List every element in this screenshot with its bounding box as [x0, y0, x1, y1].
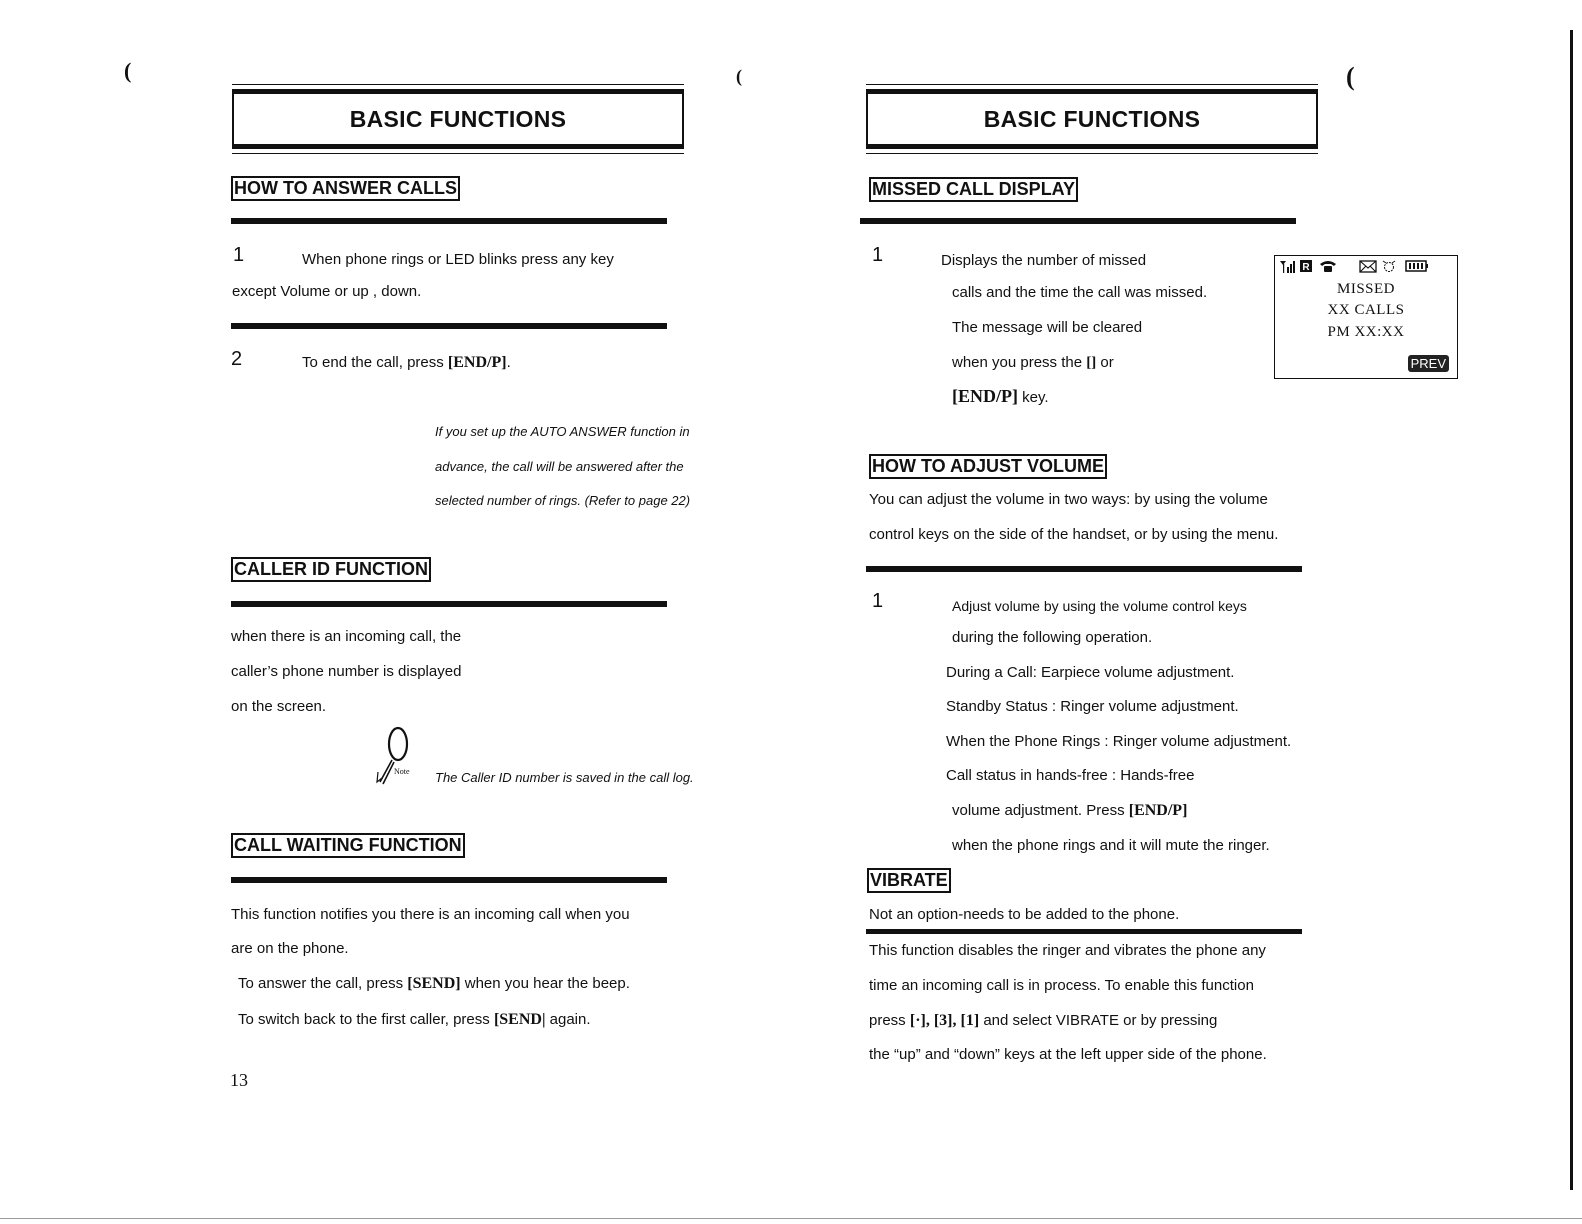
section-heading-vibrate: VIBRATE: [867, 868, 951, 893]
body-text: [869, 1012, 1217, 1030]
step-number: 2: [231, 348, 243, 370]
body-text: This function notifies you there is an incoming call when you: [231, 906, 630, 923]
step-text: During a Call: Earpiece volume adjustment.: [946, 664, 1235, 681]
step-text-prefix: when you press the: [952, 354, 1087, 371]
body-text: [238, 975, 630, 993]
section-heading-answer-calls: HOW TO ANSWER CALLS: [231, 176, 460, 201]
step-text: The message will be cleared: [952, 319, 1143, 336]
envelope-icon: [1359, 259, 1381, 277]
step-text: Call status in hands-free : Hands-free: [946, 767, 1195, 784]
scan-mark: (: [736, 66, 742, 86]
body-text: on the screen.: [231, 698, 327, 715]
body-text-suffix: when you hear the beep.: [460, 975, 630, 992]
step-number: 1: [233, 244, 245, 266]
step-text-suffix: or: [1096, 354, 1114, 371]
body-text: This function disables the ringer and vibrates the phone any: [869, 942, 1266, 959]
lcd-line: PM XX:XX: [1327, 324, 1405, 340]
page-title: BASIC FUNCTIONS: [983, 105, 1201, 132]
section-heading-call-waiting: CALL WAITING FUNCTION: [231, 833, 465, 858]
step-text: when the phone rings and it will mute the ringer.: [952, 837, 1270, 854]
key-label: [·], [3], [1]: [909, 1012, 980, 1029]
body-text: caller’s phone number is displayed: [231, 663, 462, 680]
note-text: If you set up the AUTO ANSWER function in: [435, 424, 690, 439]
key-label: [SEND|: [493, 1011, 546, 1028]
body-text: time an incoming call is in process. To enable this function: [869, 977, 1254, 994]
body-text: control keys on the side of the handset, or by using the menu.: [869, 526, 1279, 543]
section-rule: [866, 566, 1302, 572]
step-text-suffix: .: [506, 354, 511, 371]
right-page-title: [866, 89, 1318, 149]
section-rule: [866, 929, 1302, 934]
lcd-status-bar: [1279, 259, 1453, 277]
lcd-line: MISSED: [1336, 281, 1395, 297]
pen-icon: [372, 722, 432, 792]
phone-icon: [1319, 259, 1359, 277]
key-label: [SEND]: [407, 975, 461, 992]
step-text: during the following operation.: [952, 629, 1153, 646]
page-number: 13: [230, 1070, 248, 1090]
key-label: [END/P]: [447, 354, 507, 371]
step-text: [302, 354, 511, 372]
section-rule: [231, 218, 667, 224]
step-text: When the Phone Rings : Ringer volume adjustment.: [946, 733, 1292, 750]
step-text: Displays the number of missed: [941, 252, 1147, 269]
body-text-suffix: and select VIBRATE or by pressing: [979, 1012, 1218, 1029]
roaming-icon: [1299, 259, 1319, 277]
step-text: Adjust volume by using the volume control keys: [952, 598, 1247, 614]
body-text: are on the phone.: [231, 940, 349, 957]
section-rule: [231, 877, 667, 883]
step-text: When phone rings or LED blinks press any key: [302, 251, 614, 268]
key-label: []: [1086, 355, 1097, 371]
step-text-prefix: volume adjustment. Press: [952, 802, 1129, 819]
section-heading-caller-id: CALLER ID FUNCTION: [231, 557, 431, 582]
step-number: 1: [872, 244, 884, 266]
section-heading-adjust-volume: HOW TO ADJUST VOLUME: [869, 454, 1107, 479]
note-text: The Caller ID number is saved in the call log.: [435, 770, 694, 785]
memo-icon: [372, 722, 432, 792]
scan-mark: (: [1346, 62, 1355, 91]
signal-icon: [1279, 259, 1299, 277]
step-text: except Volume or up , down.: [232, 283, 422, 300]
section-heading-missed-call: MISSED CALL DISPLAY: [869, 177, 1078, 202]
key-label: [END/P]: [952, 386, 1018, 406]
step-text-prefix: To end the call, press: [302, 354, 448, 371]
memo-label: Note: [394, 767, 410, 776]
step-number: 1: [872, 590, 884, 612]
step-text: calls and the time the call was missed.: [952, 284, 1208, 301]
body-text: the “up” and “down” keys at the left upper side of the phone.: [869, 1046, 1267, 1063]
note-text: advance, the call will be answered after the: [435, 459, 684, 474]
svg-text:R: R: [1302, 262, 1310, 273]
body-text-prefix: press: [869, 1012, 910, 1029]
step-text-suffix: key.: [1018, 389, 1049, 406]
body-text: when there is an incoming call, the: [231, 628, 462, 645]
body-text-prefix: To answer the call, press: [238, 975, 408, 992]
scan-mark: (: [124, 58, 132, 83]
alarm-icon: [1381, 259, 1405, 277]
battery-icon: [1405, 259, 1429, 277]
step-text: [952, 354, 1114, 372]
body-text-prefix: To switch back to the first caller, press: [238, 1011, 494, 1028]
page-bottom-line: [0, 1218, 1582, 1219]
body-text: Not an option-needs to be added to the phone.: [869, 906, 1180, 923]
note-text: selected number of rings. (Refer to page 22): [435, 493, 691, 508]
left-page-title: [232, 89, 684, 149]
body-text: [238, 1011, 591, 1029]
section-rule: [231, 323, 667, 329]
page-title: BASIC FUNCTIONS: [349, 105, 567, 132]
step-text: Standby Status : Ringer volume adjustment.: [946, 698, 1239, 715]
step-text: [952, 386, 1049, 407]
section-rule: [231, 601, 667, 607]
key-label: [END/P]: [1128, 802, 1188, 819]
prev-softkey: PREV: [1408, 355, 1449, 372]
section-rule: [860, 218, 1296, 224]
body-text: You can adjust the volume in two ways: by using the volume: [869, 491, 1268, 508]
lcd-display: [1274, 255, 1458, 379]
step-text: [952, 802, 1187, 820]
body-text-suffix: again.: [545, 1011, 591, 1028]
page-edge-line: [1570, 30, 1573, 1190]
lcd-line: XX CALLS: [1327, 302, 1405, 318]
